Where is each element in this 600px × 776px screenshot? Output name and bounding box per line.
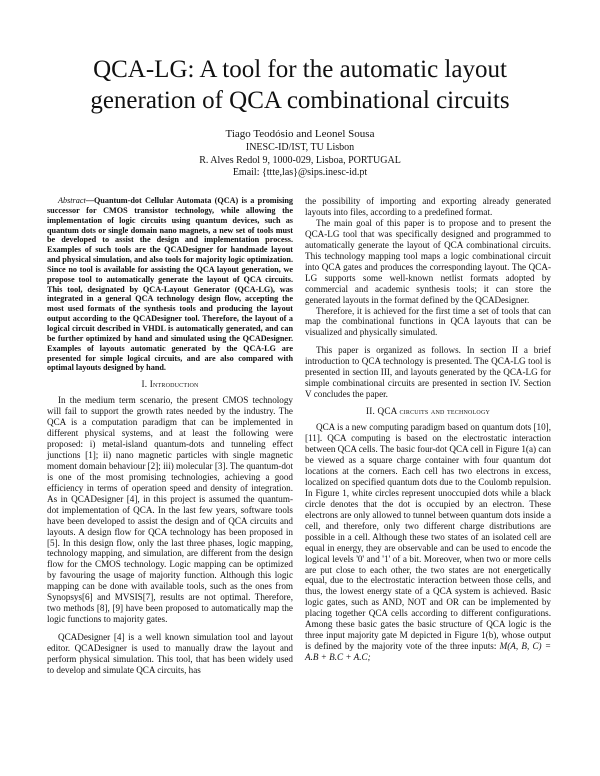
intro-paragraph-6: This paper is organized as follows. In section II a brief introduction to QCA technology is presented. The QCA-LG tool is presented in section III, and layouts generated by the QCA-LG for simple combinational circuits are presented in section IV. Section V concludes the paper. (305, 345, 551, 400)
left-column (47, 196, 293, 676)
abstract-lead: Abstract (58, 196, 86, 205)
intro-paragraph-2: QCADesigner [4] is a well known simulation tool and layout editor. QCADesigner is used to manually draw the layout and perform physical simulation. This tool, that has been widely used to develop and simulate QCA circuits, has (47, 632, 293, 676)
paper-title (40, 54, 560, 116)
author-block (100, 128, 500, 180)
author-names: Tiago Teodósio and Leonel Sousa (225, 128, 375, 140)
title-line-1: QCA-LG: A tool for the automatic layout (93, 56, 507, 83)
majority-formula: M(A, B, C) = A.B + B.C + A.C; (305, 641, 551, 663)
section-heading-qca: II. QCA circuits and technology (365, 406, 491, 417)
intro-paragraph-3: the possibility of importing and exporting already generated layouts into files, according to a predefined format. (305, 196, 551, 217)
qca-paragraph-text: QCA is a new computing paradigm based on quantum dots [10], [11]. QCA computing is based on the electrostatic interaction between QCA cells. The basic four-dot QCA cell in Figure 1(a) can be viewed as a square charge container with four quantum dot locations at the corners. Each cell has two electrons in excess, localized on specified quantum dots due to the Coulomb repulsion. In Figure 1, white circles represent unoccupied dots while a black circle denotes that the dot is occupied by an electron. These electrons are only allowed to tunnel between quantum dots inside a cell, and therefore, only two different charge distributions are possible in a cell. Although these two states of an isolated cell are equal in energy, they are observable and can be used to encode the logical levels '0' and '1' of a bit. Moreover, when two or more cells are put close to each other, the two states are not energetically equal, due to the electrostatic interaction between those cells, and thus, the lowest energy state of a QCA system is achieved. Basic logic gates, such as AND, NOT and OR can be implemented by placing together QCA cells according to different configurations. Among these basic gates the basic structure of QCA logic is the three input majority gate M depicted in Figure 1(b), whose output is defined by the majority vote of the three inputs: (305, 422, 551, 652)
qca-paragraph (305, 422, 551, 663)
author-address: R. Alves Redol 9, 1000-029, Lisboa, PORTUGAL (199, 154, 401, 166)
intro-paragraph-1: In the medium term scenario, the present CMOS technology will fail to support the growth rates needed by the industry. The QCA is a computation paradigm that can be implemented in different physical systems, and at least the following were proposed: i) metal-island quantum-dots and tunneling effect junctions [1]; ii) nano magnetic particles with single magnetic moment domain behaviour [2]; iii) molecular [3]. The quantum-dot is one of the most promising technologies, achieving a good efficiency in terms of operation speed and density of integration. As in QCADesigner [4], in this project is assumed the quantum-dot implementation of QCA. In the last few years, software tools have been developed to assist the design and of QCA circuits and layouts. A design flow for QCA technology has been proposed in [5]. In this design flow, only the last three phases, logic mapping, technology mapping, and simulation, are different from the design flow for the CMOS technology. Logic mapping can be optimized by favouring the usage of majority function. Although this logic mapping can be done with available tools, such as the ones from Synopsys[6] and MVSIS[7], results are not optimal. Therefore, two methods [8], [9] have been proposed to automatically map the logic functions to majority gates. (47, 395, 293, 625)
author-email: Email: {ttte,las}@sips.inesc-id.pt (232, 167, 368, 178)
abstract (47, 196, 293, 373)
author-affiliation: INESC-ID/IST, TU Lisbon (245, 142, 355, 153)
title-line-2: generation of QCA combinational circuits (90, 87, 510, 114)
section-heading-introduction: I. Introduction (141, 379, 199, 390)
intro-paragraph-4: The main goal of this paper is to propose and to present the QCA-LG tool that was specifically designed and programmed to automatically generate the layout of QCA combinational circuits. This technology mapping tool maps a logic combinational circuit into QCA gates and produces the corresponding layout. The QCA-LG supports some well-known netlist formats adopted by commercial and academic synthesis tools; it can store the generated layouts in the format defined by the QCADesigner. (305, 217, 551, 305)
abstract-text: —Quantum-dot Cellular Automata (QCA) is a promising successor for CMOS transistor technology, while allowing the implementation of logic circuits using quantum devices, such as quantum dots or single domain nano magnets, a new set of tools must be developed to assist the design and implementation process. Examples of such tools are the QCADesigner for handmade layout and physical simulation, and also tools for majority logic optimization. Since no tool is available for assisting the QCA layout generation, we propose tool to automatically generate the layout of QCA circuits. This tool, designated by QCA-Layout Generator (QCA-LG), was integrated in a general QCA technology design flow, accepting the most used formats of the synthesis tools and producing the layout output according to the QCADesigner tool. Therefore, the layout of a logical circuit described in VHDL is automatically generated, and can be further optimized by hand and simulated using the QCADesigner. Examples of layouts automatic generated by the QCA-LG are presented for simple logical circuits, and are also compared with optimal layouts designed by hand. (47, 196, 293, 373)
intro-paragraph-5: Therefore, it is achieved for the first time a set of tools that can map the combinational functions in QCA layouts that can be visualized and physically simulated. (305, 305, 551, 338)
right-column (305, 196, 551, 663)
